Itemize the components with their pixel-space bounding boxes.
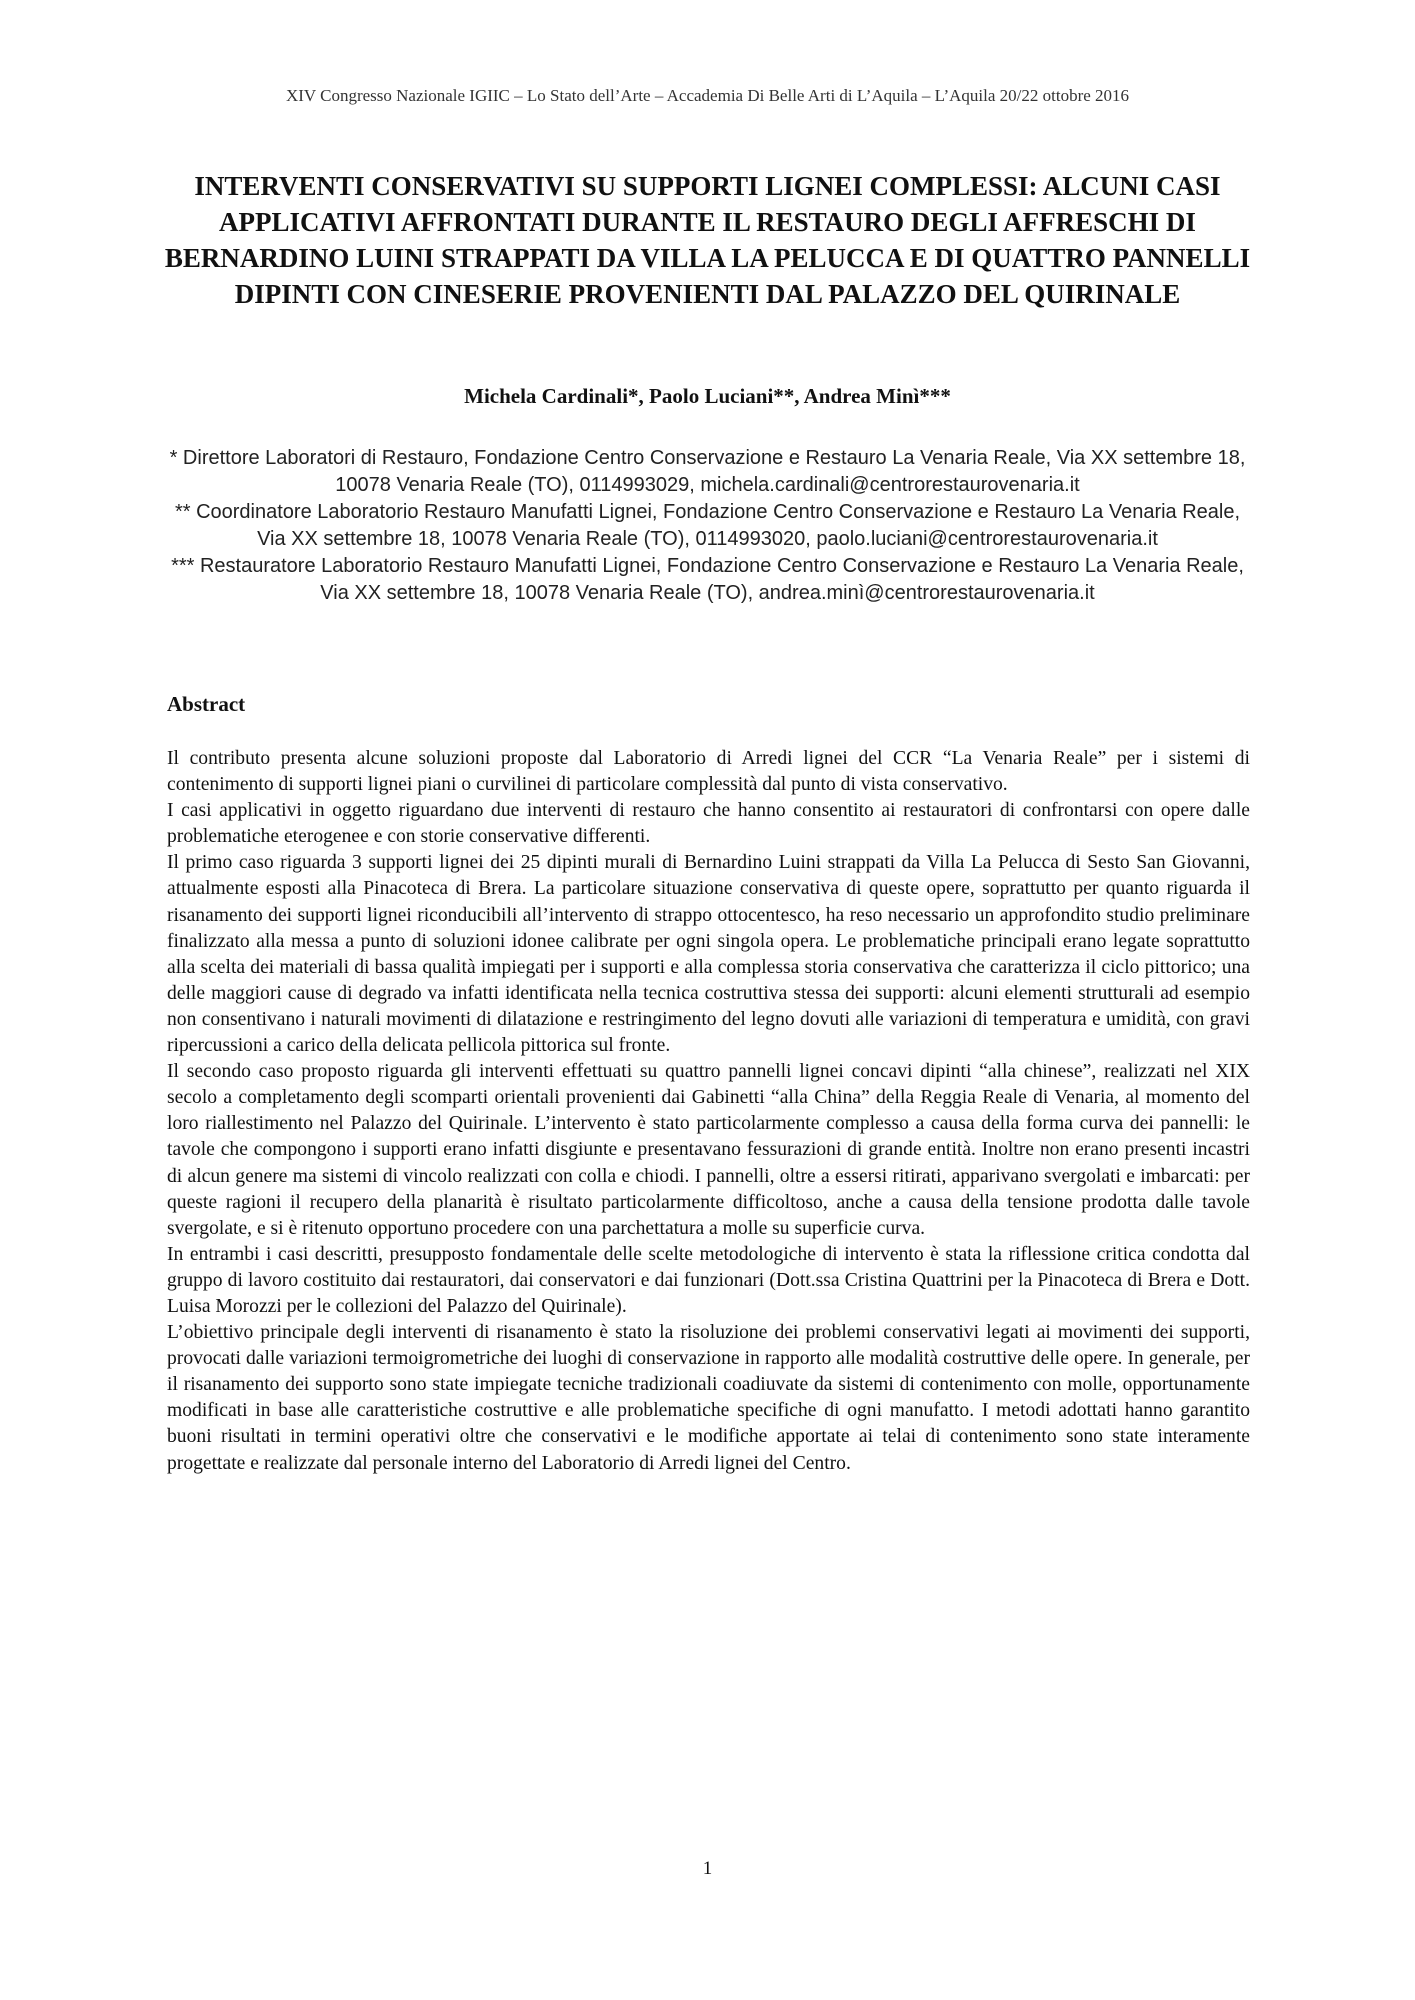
- abstract-paragraph: I casi applicativi in oggetto riguardano due interventi di restauro che hanno consentito ai restauratori di confrontarsi con opere dalle problematiche eterogenee e con storie conservative differenti.: [167, 800, 1250, 848]
- abstract-heading: Abstract: [167, 692, 246, 716]
- author-list: Michela Cardinali*, Paolo Luciani**, Andrea Minì***: [464, 384, 951, 408]
- affiliation-3: *** Restauratore Laboratorio Restauro Manufatti Lignei, Fondazione Centro Conservazione e Restauro La Venaria Reale, Via XX settembre 18, 10078 Venaria Reale (TO), andrea.minì@centrorestaurovenaria.it: [171, 555, 1244, 604]
- abstract-paragraph: In entrambi i casi descritti, presupposto fondamentale delle scelte metodologiche di intervento è stata la riflessione critica condotta dal gruppo di lavoro costituito dai restauratori, dai conservatori e dai funzionari (Dott.ssa Cristina Quattrini per la Pinacoteca di Brera e Dott. Luisa Morozzi per le collezioni del Palazzo del Quirinale).: [167, 1243, 1250, 1317]
- page-number: 1: [702, 1858, 713, 1879]
- running-header: XIV Congresso Nazionale IGIIC – Lo Stato dell’Arte – Accademia Di Belle Arti di L’Aquila – L’Aquila 20/22 ottobre 2016: [285, 86, 1130, 105]
- abstract-paragraph: Il primo caso riguarda 3 supporti lignei dei 25 dipinti murali di Bernardino Luini strappati da Villa La Pelucca di Sesto San Giovanni, attualmente esposti alla Pinacoteca di Brera. La particolare situazione conservativa di queste opere, soprattutto per quanto riguarda il risanamento dei supporti lignei riconducibili all’intervento di strappo ottocentesco, ha reso necessario un approfondito studio preliminare finalizzato alla messa a punto di soluzioni idonee calibrate per ogni singola opera. Le problematiche principali erano legate soprattutto alla scelta dei materiali di bassa qualità impiegati per i supporti e alla complessa storia conservativa che caratterizza il ciclo pittorico; una delle maggiori cause di degrado va infatti identificata nella tecnica costruttiva stessa dei supporti: alcuni elementi strutturali ad esempio non consentivano i naturali movimenti di dilatazione e restringimento del legno dovuti alle variazioni di temperatura e umidità, con gravi ripercussioni a carico della delicata pellicola pittorica sul fronte.: [167, 852, 1250, 1057]
- abstract-paragraph: Il contributo presenta alcune soluzioni proposte dal Laboratorio di Arredi lignei del CCR “La Venaria Reale” per i sistemi di contenimento di supporti lignei piani o curvilinei di particolare complessità dal punto di vista conservativo.: [167, 748, 1250, 796]
- affiliation-1: * Direttore Laboratori di Restauro, Fondazione Centro Conservazione e Restauro La Venaria Reale, Via XX settembre 18, 10078 Venaria Reale (TO), 0114993029, michela.cardinali@centrorestaurovenaria.it: [169, 447, 1246, 496]
- paper-title: INTERVENTI CONSERVATIVI SU SUPPORTI LIGNEI COMPLESSI: ALCUNI CASI APPLICATIVI AFFRONTATI DURANTE IL RESTAURO DEGLI AFFRESCHI DI BERNARDINO LUINI STRAPPATI DA VILLA LA PELUCCA E DI QUATTRO PANNELLI DIPINTI CON CINESERIE PROVENIENTI DAL PALAZZO DEL QUIRINALE: [164, 171, 1251, 309]
- abstract-paragraph: Il secondo caso proposto riguarda gli interventi effettuati su quattro pannelli lignei concavi dipinti “alla chinese”, realizzati nel XIX secolo a completamento degli scomparti orientali provenienti dai Gabinetti “alla China” della Reggia Reale di Venaria, al momento del loro riallestimento nel Palazzo del Quirinale. L’intervento è stato particolarmente complesso a causa della forma curva dei pannelli: le tavole che compongono i supporti erano infatti disgiunte e presentavano fessurazioni di grande entità. Inoltre non erano presenti incastri di alcun genere ma sistemi di vincolo realizzati con colla e chiodi. I pannelli, oltre a essersi ritirati, apparivano svergolati e imbarcati: per queste ragioni il recupero della planarità è risultato particolarmente difficoltoso, anche a causa della tensione prodotta dalle tavole svergolate, e si è ritenuto opportuno procedere con una parchettatura a molle su superficie curva.: [167, 1061, 1250, 1239]
- abstract-paragraph: L’obiettivo principale degli interventi di risanamento è stato la risoluzione dei problemi conservativi legati ai movimenti dei supporti, provocati dalle variazioni termoigrometriche dei luoghi di conservazione in rapporto alle modalità costruttive delle opere. In generale, per il risanamento dei supporto sono state impiegate tecniche tradizionali coadiuvate da sistemi di contenimento con molle, opportunamente modificati in base alle caratteristiche costruttive e alle problematiche specifiche di ogni manufatto. I metodi adottati hanno garantito buoni risultati in termini operativi oltre che conservativi e le modifiche apportate ai telai di contenimento sono state interamente progettate e realizzate dal personale interno del Laboratorio di Arredi lignei del Centro.: [167, 1322, 1250, 1474]
- affiliations: [160, 445, 1255, 607]
- abstract-body: [167, 746, 1250, 1477]
- affiliation-2: ** Coordinatore Laboratorio Restauro Manufatti Lignei, Fondazione Centro Conservazione e Restauro La Venaria Reale, Via XX settembre 18, 10078 Venaria Reale (TO), 0114993020, paolo.luciani@centrorestaurovenaria.it: [174, 501, 1241, 550]
